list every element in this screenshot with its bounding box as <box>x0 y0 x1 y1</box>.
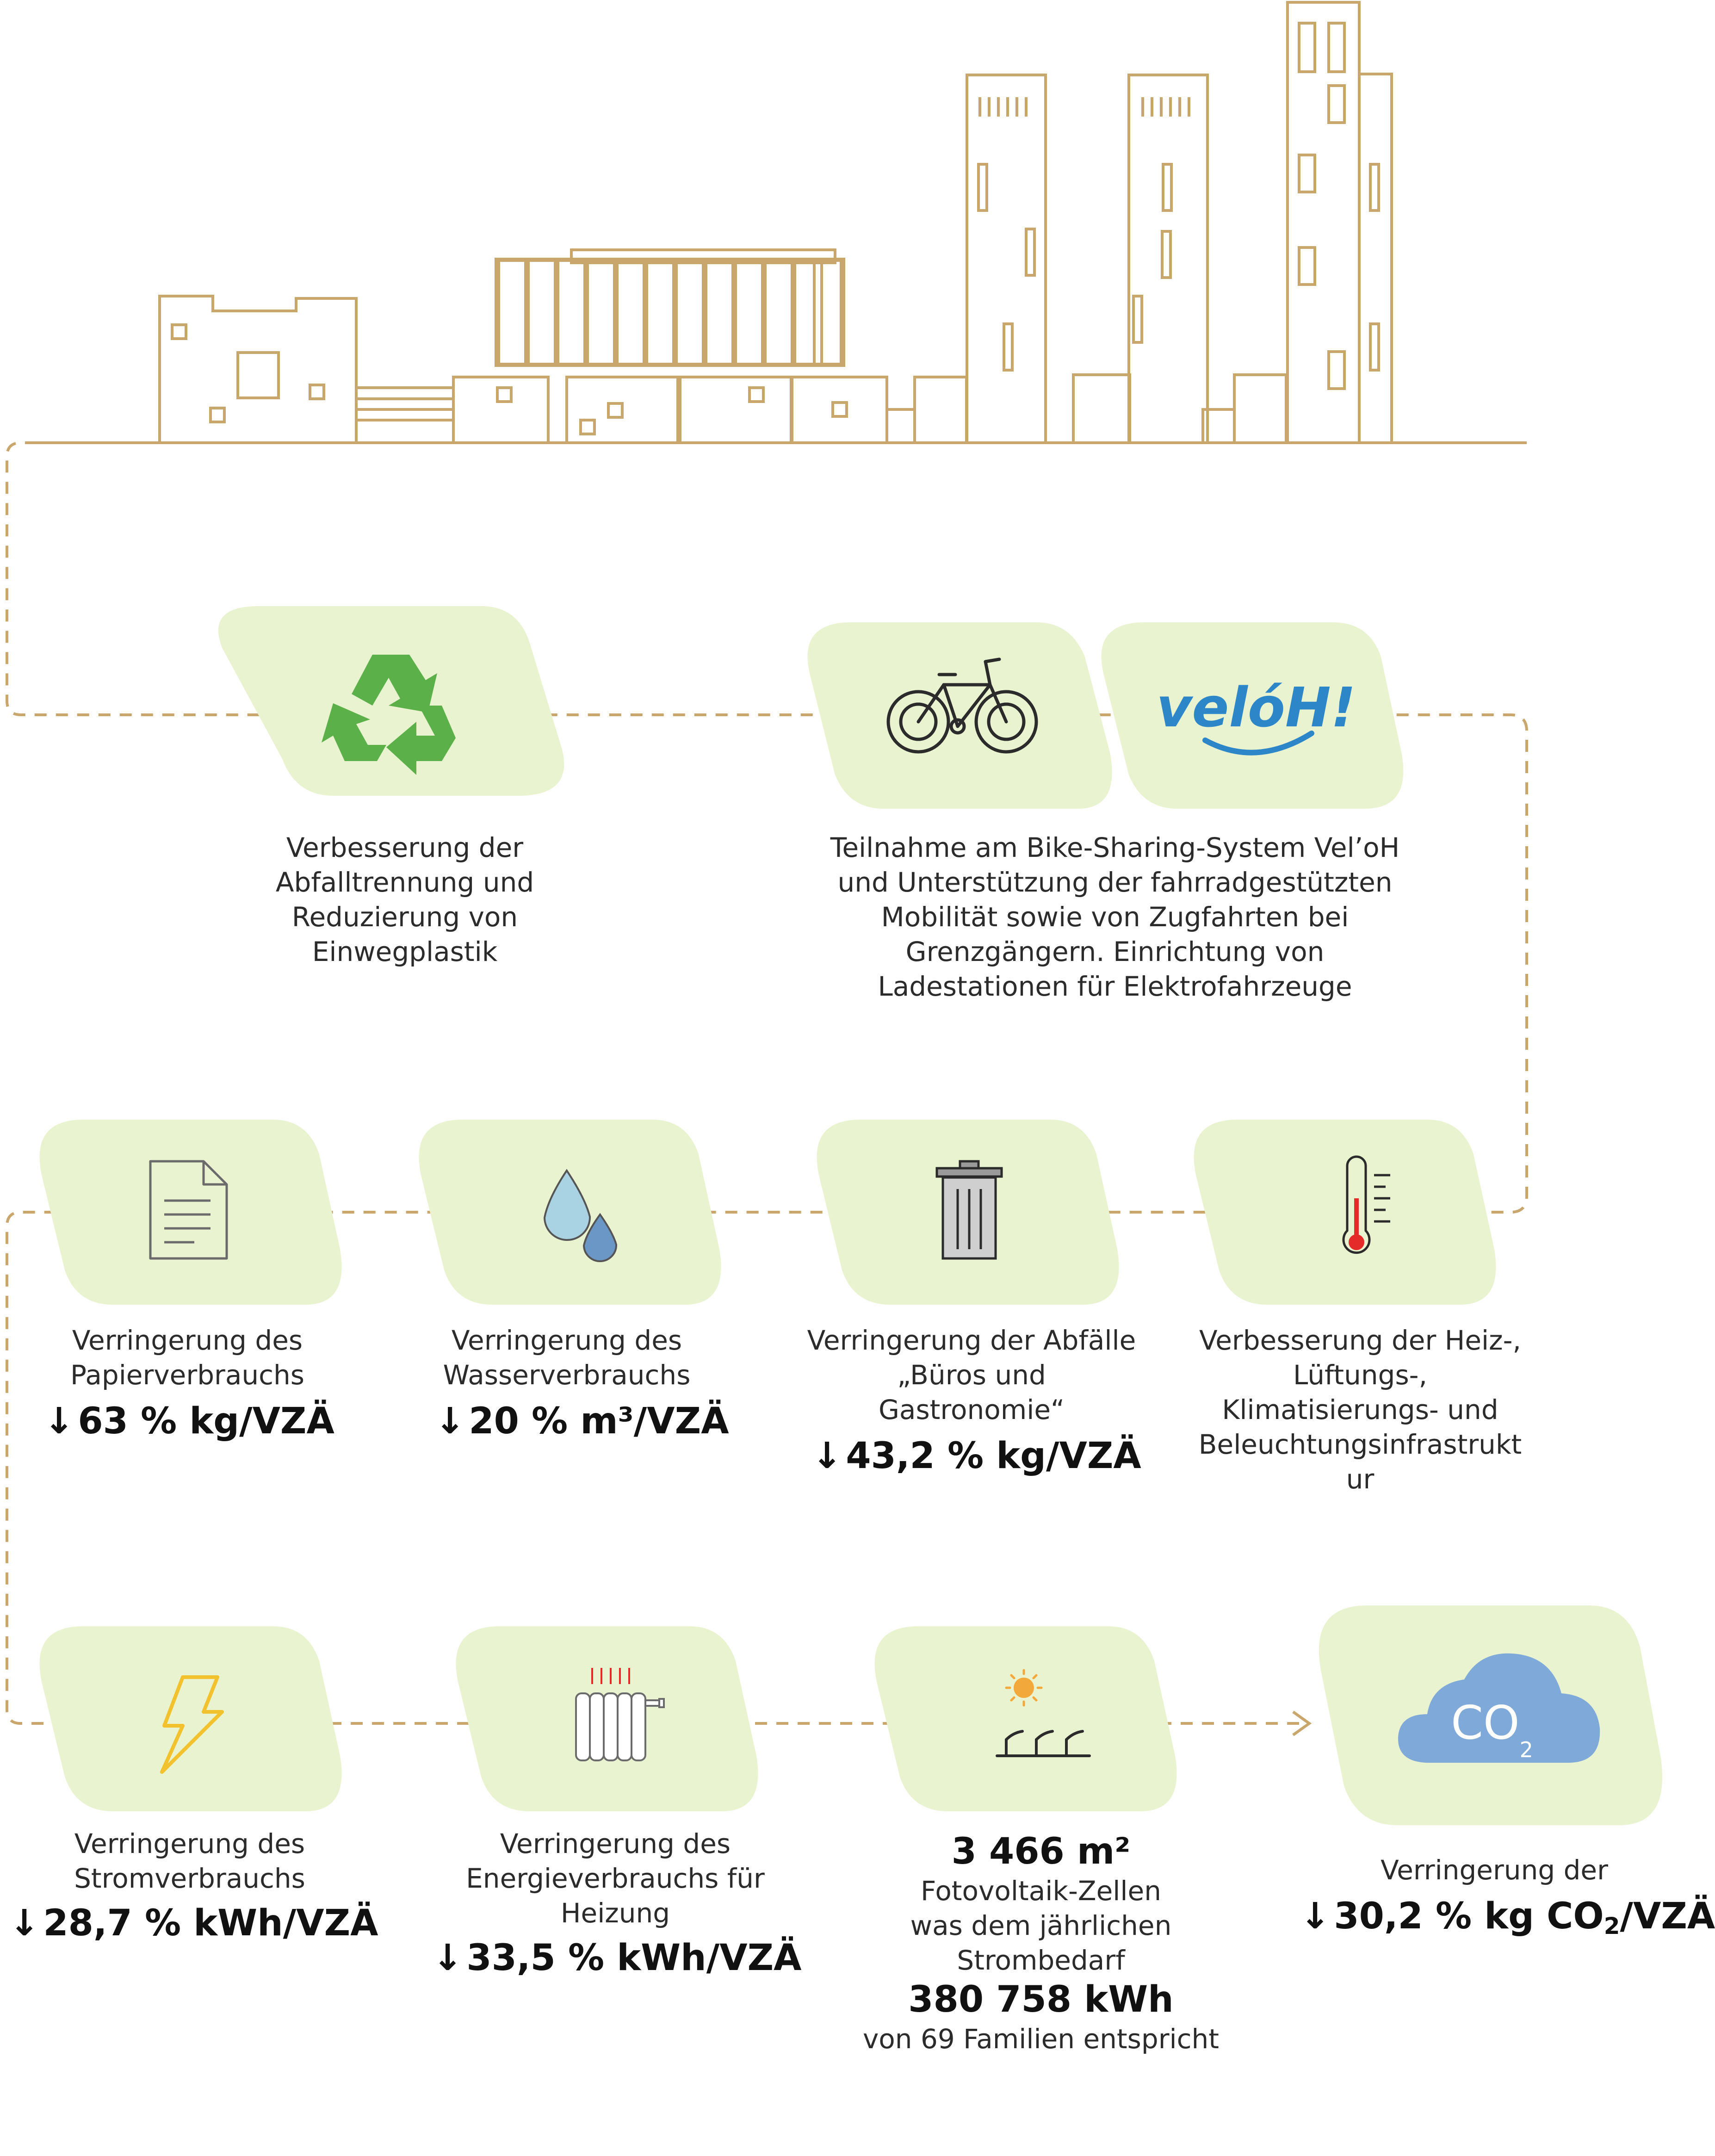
tile-bicycle <box>808 622 1112 809</box>
stat-value-suffix: /VZÄ <box>1620 1896 1715 1937</box>
caption-line: Ladestationen für Elektrofahrzeuge <box>878 971 1352 1002</box>
caption-line: und Unterstützung der fahrradgestützten <box>837 867 1393 898</box>
caption-line: Gastronomie“ <box>878 1394 1065 1425</box>
caption-hvac <box>1184 1323 1536 1497</box>
caption-line: was dem jährlichen <box>910 1910 1172 1941</box>
caption-line: „Büros und <box>897 1359 1046 1391</box>
caption-line: Reduzierung von <box>291 901 518 933</box>
caption-line: Einwegplastik <box>312 936 498 967</box>
caption-water <box>426 1323 708 1393</box>
caption-line: Verringerung der <box>1381 1854 1608 1886</box>
caption-recycling <box>259 830 551 969</box>
caption-line: Stromverbrauchs <box>74 1863 305 1894</box>
tile-electricity <box>40 1626 342 1811</box>
caption-heating <box>458 1827 773 1931</box>
stat-co2 <box>1300 1895 1715 1948</box>
caption-electricity <box>44 1827 335 1896</box>
caption-waste <box>796 1323 1147 1427</box>
caption-line: Heizung <box>560 1897 670 1929</box>
caption-line: Beleuchtungsinfrastrukt <box>1198 1429 1522 1460</box>
buildings-skyline-illustration <box>37 2 1527 443</box>
stat-paper <box>44 1400 334 1444</box>
caption-mobility <box>814 830 1416 1004</box>
stat-electricity <box>9 1902 378 1945</box>
caption-line: Lüftungs-, <box>1293 1359 1428 1391</box>
stat-value: 20 % m³/VZÄ <box>469 1400 729 1442</box>
veloh-logo-text: velóH! <box>1156 675 1356 739</box>
co2-cloud-label: CO <box>1451 1696 1520 1750</box>
down-arrow-icon: ↓ <box>812 1435 842 1477</box>
down-arrow-icon: ↓ <box>1300 1896 1331 1937</box>
stat-value: 63 % kg/VZÄ <box>78 1400 334 1442</box>
caption-line: Strombedarf <box>957 1945 1125 1976</box>
co2-cloud-sub: 2 <box>1519 1737 1533 1762</box>
stat-heating <box>433 1936 802 1980</box>
caption-line: Papierverbrauchs <box>70 1359 305 1391</box>
tile-paper <box>40 1120 342 1305</box>
down-arrow-icon: ↓ <box>435 1400 465 1442</box>
caption-line: Grenzgängern. Einrichtung von <box>905 936 1325 967</box>
solar-area: 3 466 m² <box>951 1831 1131 1872</box>
caption-line: Mobilität sowie von Zugfahrten bei <box>881 901 1349 933</box>
stat-value-prefix: 30,2 % kg CO <box>1334 1896 1604 1937</box>
caption-line: Teilnahme am Bike-Sharing-System Vel’oH <box>830 832 1400 863</box>
caption-line: Verbesserung der Heiz-, <box>1199 1325 1521 1356</box>
down-arrow-icon: ↓ <box>9 1902 40 1944</box>
down-arrow-icon: ↓ <box>433 1937 463 1979</box>
tile-recycling <box>218 606 564 796</box>
caption-line: Verringerung des <box>72 1325 303 1356</box>
stat-waste <box>812 1434 1141 1478</box>
caption-co2 <box>1328 1853 1661 1888</box>
caption-line: Fotovoltaik-Zellen <box>921 1875 1161 1907</box>
caption-line: von 69 Familien entspricht <box>862 2023 1220 2055</box>
caption-paper <box>46 1323 328 1393</box>
caption-solar <box>851 1830 1231 2057</box>
caption-line: Verringerung des <box>74 1828 305 1859</box>
down-arrow-icon: ↓ <box>44 1400 74 1442</box>
tile-hvac <box>1194 1120 1496 1305</box>
caption-line: Verringerung der Abfälle <box>807 1325 1136 1356</box>
stat-value-sub: 2 <box>1604 1913 1620 1939</box>
caption-line: Verringerung des <box>451 1325 682 1356</box>
tile-solar <box>875 1626 1177 1811</box>
caption-line: ur <box>1346 1463 1374 1495</box>
stat-value: 33,5 % kWh/VZÄ <box>466 1937 802 1979</box>
stat-water <box>435 1400 729 1444</box>
caption-line: Verringerung des <box>500 1828 731 1859</box>
caption-line: Wasserverbrauchs <box>443 1359 691 1391</box>
caption-line: Energieverbrauchs für <box>466 1863 765 1894</box>
tile-backgrounds <box>40 606 1663 1825</box>
stat-value: 43,2 % kg/VZÄ <box>846 1435 1141 1477</box>
caption-line: Abfalltrennung und <box>275 867 534 898</box>
caption-line: Verbesserung der <box>286 832 524 863</box>
stat-value: 28,7 % kWh/VZÄ <box>43 1902 378 1944</box>
solar-energy: 380 758 kWh <box>908 1979 1174 2020</box>
trash-can-icon <box>937 1161 1002 1258</box>
caption-line: Klimatisierungs- und <box>1222 1394 1498 1425</box>
